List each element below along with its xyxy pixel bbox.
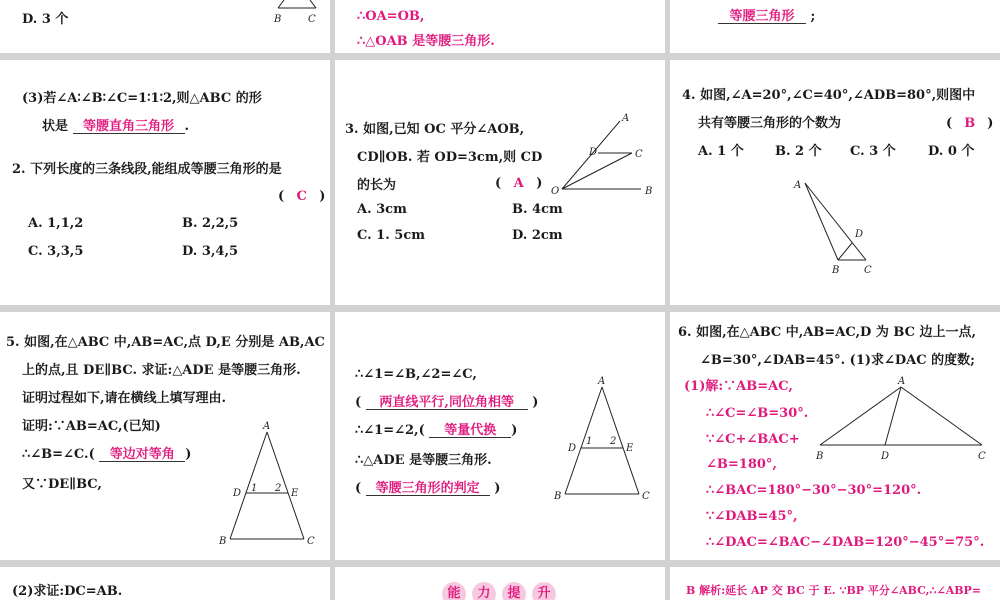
option-b: B. 2,2,5 — [182, 216, 239, 231]
section-heading-char: 力 — [472, 582, 496, 600]
solution-line: ∵∠DAB=45°, — [706, 509, 798, 524]
proof-line: ∴∠1=∠B,∠2=∠C, — [355, 367, 477, 382]
trapezoid-figure — [550, 372, 660, 507]
question-text: 状是 等腰直角三角形 . — [42, 119, 190, 134]
fig-label-c: C — [635, 149, 643, 160]
answer-blank: 等腰直角三角形 — [73, 120, 185, 134]
solution-line: (1)解:∵AB=AC, — [684, 379, 793, 394]
answer-choice: ( B ) — [946, 116, 994, 131]
question-text: 上的点,且 DE∥BC. 求证:△ADE 是等腰三角形. — [22, 363, 301, 378]
solution-line: ∠B=180°, — [706, 457, 777, 472]
option-a: A. 3cm — [357, 202, 407, 217]
fig-label-c: C — [978, 451, 986, 462]
panel-q6 — [670, 312, 1000, 560]
fig-label-e: E — [626, 443, 634, 454]
solution-line: ∴∠DAC=∠BAC−∠DAB=120°−45°=75°. — [706, 535, 985, 550]
panel-r4-right — [670, 567, 1000, 600]
fig-label-1: 1 — [586, 436, 593, 447]
panel-q5 — [0, 312, 330, 560]
proof-line: 又∵DE∥BC, — [22, 477, 102, 492]
option-d: D. 3,4,5 — [182, 244, 239, 259]
proof-line: ∴∠B=∠C.( 等边对等角 ) — [22, 447, 192, 462]
panel-q4 — [670, 60, 1000, 305]
option-a: A. 1,1,2 — [28, 216, 84, 231]
fig-label-d: D — [855, 229, 864, 240]
fig-label-b: B — [554, 491, 562, 502]
angle-figure — [545, 105, 655, 215]
fig-label-a: A — [263, 421, 271, 432]
answer-choice: ( C ) — [278, 189, 326, 204]
fig-label-d: D — [881, 451, 890, 462]
option-b: B. 4cm — [512, 202, 563, 217]
solution-line: ∴OA=OB, — [357, 9, 425, 24]
triangle-figure — [270, 0, 320, 30]
fig-label-a: A — [598, 376, 606, 387]
question-text: ∠B=30°,∠DAB=45°. (1)求∠DAC 的度数; — [700, 353, 975, 368]
question-text: 3. 如图,已知 OC 平分∠AOB, — [345, 122, 525, 137]
proof-line: ∴∠1=∠2,( 等量代换 ) — [355, 423, 518, 438]
fig-label-e: E — [291, 488, 299, 499]
fig-label-c: C — [864, 265, 872, 276]
triangle-figure — [810, 377, 1000, 467]
solution-line: ∴∠BAC=180°−30°−30°=120°. — [706, 483, 922, 498]
fig-label-2: 2 — [610, 436, 617, 447]
solution-line: ∵∠C+∠BAC+ — [706, 432, 800, 447]
fig-label-a: A — [898, 376, 906, 387]
fig-label-1: 1 — [251, 483, 258, 494]
panel-r4-left — [0, 567, 330, 600]
fig-label-b: B — [219, 536, 227, 547]
option-c: C. 1. 5cm — [357, 228, 425, 243]
fig-label-c: C — [308, 14, 316, 25]
panel-r1-mid — [335, 0, 665, 53]
question-text: CD∥OB. 若 OD=3cm,则 CD — [357, 150, 543, 165]
fig-label-b: B — [645, 186, 653, 197]
option-d: D. 0 个 — [928, 144, 975, 159]
section-heading-char: 能 — [442, 582, 466, 600]
answer-blank: 两直线平行,同位角相等 — [366, 396, 528, 410]
question-text: 4. 如图,∠A=20°,∠C=40°,∠ADB=80°,则图中 — [682, 88, 976, 103]
question-text: (3)若∠A∶∠B∶∠C=1∶1∶2,则△ABC 的形 — [22, 91, 262, 106]
panel-q5-proof — [335, 312, 665, 560]
proof-line: 证明:∵AB=AC,(已知) — [22, 419, 161, 434]
panel-q3-q2 — [0, 60, 330, 305]
option-a: A. 1 个 — [698, 144, 744, 159]
option-d: D. 3 个 — [22, 12, 69, 27]
answer-blank: 等量代换 — [429, 424, 511, 438]
question-text: 5. 如图,在△ABC 中,AB=AC,点 D,E 分别是 AB,AC — [6, 335, 325, 350]
option-c: C. 3 个 — [850, 144, 896, 159]
option-c: C. 3,3,5 — [28, 244, 84, 259]
fig-label-d: D — [233, 488, 242, 499]
triangle-figure — [785, 175, 885, 275]
option-d: D. 2cm — [512, 228, 563, 243]
solution-line: ∴∠C=∠B=30°. — [706, 406, 809, 421]
fig-label-2: 2 — [275, 483, 282, 494]
fig-label-c: C — [642, 491, 650, 502]
fig-label-c: C — [307, 536, 315, 547]
answer-blank: 等边对等角 — [99, 448, 185, 462]
panel-r4-mid — [335, 567, 665, 600]
option-b: B. 2 个 — [775, 144, 822, 159]
fig-label-a: A — [622, 113, 630, 124]
answer-choice: ( A ) — [495, 176, 543, 191]
solution-line: ∴△OAB 是等腰三角形. — [357, 34, 495, 49]
trapezoid-figure — [215, 417, 325, 552]
proof-line: ∴△ADE 是等腰三角形. — [355, 453, 492, 468]
section-heading-char: 提 — [502, 582, 526, 600]
fig-label-b: B — [816, 451, 824, 462]
fig-label-b: B — [832, 265, 840, 276]
fig-label-b: B — [274, 14, 282, 25]
question-text: 6. 如图,在△ABC 中,AB=AC,D 为 BC 边上一点, — [678, 325, 976, 340]
solution-line: B 解析:延长 AP 交 BC 于 E. ∵BP 平分∠ABC,∴∠ABP= — [686, 584, 982, 597]
question-text: 证明过程如下,请在横线上填写理由. — [22, 391, 227, 406]
fig-label-d: D — [568, 443, 577, 454]
fig-label-a: A — [794, 180, 802, 191]
question-text: 共有等腰三角形的个数为 — [698, 116, 842, 131]
panel-r1-left — [0, 0, 330, 53]
question-text: 的长为 — [357, 178, 397, 193]
panel-r1-right — [670, 0, 1000, 53]
question-text: 2. 下列长度的三条线段,能组成等腰三角形的是 — [12, 162, 282, 177]
proof-line: ( 两直线平行,同位角相等 ) — [355, 395, 539, 410]
proof-line: ( 等腰三角形的判定 ) — [355, 481, 501, 496]
question-text: (2)求证:DC=AB. — [12, 584, 123, 599]
panel-q3-angle — [335, 60, 665, 305]
answer-blank: 等腰三角形 ; — [718, 10, 815, 24]
section-heading-char: 升 — [532, 582, 556, 600]
fig-label-d: D — [589, 147, 598, 158]
fig-label-o: O — [551, 186, 560, 197]
answer-blank: 等腰三角形的判定 — [366, 482, 490, 496]
